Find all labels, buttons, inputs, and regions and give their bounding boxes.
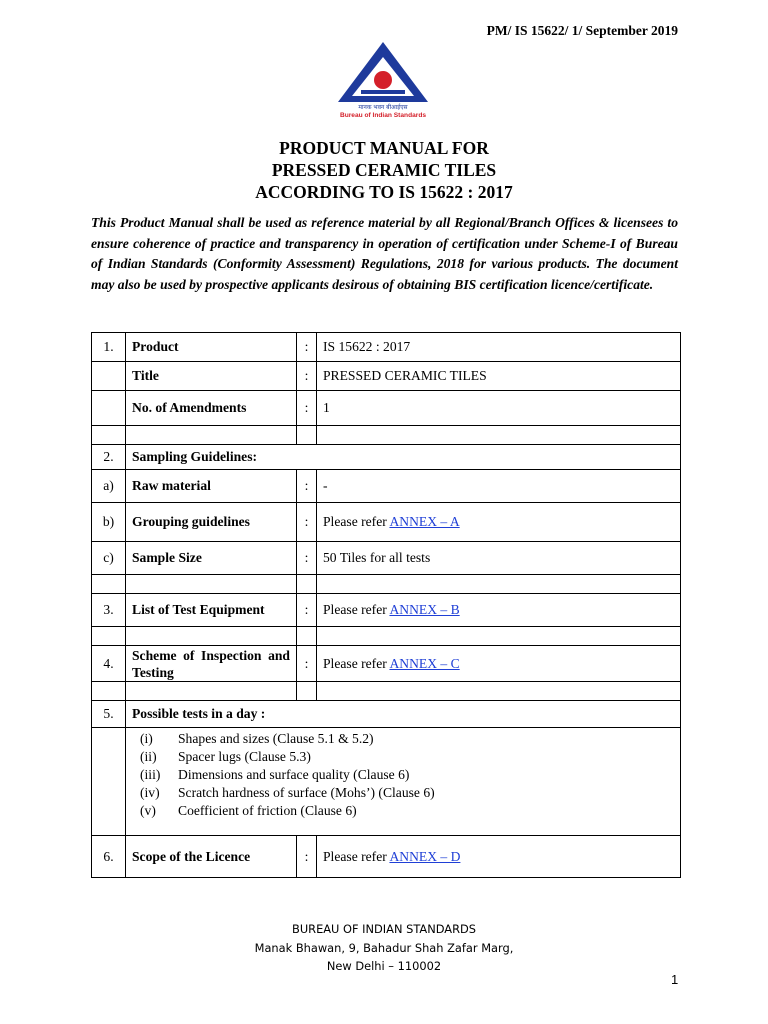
row-value: 50 Tiles for all tests (317, 542, 681, 575)
colon: : (297, 836, 317, 878)
empty-cell (92, 362, 126, 391)
tests-row (92, 728, 681, 836)
empty-cell (92, 575, 126, 594)
row-label: Grouping guidelines (126, 503, 297, 542)
footer-city: New Delhi – 110002 (326, 959, 442, 973)
table-row (92, 594, 681, 627)
test-item-number: (iii) (140, 767, 161, 782)
footer (0, 920, 768, 976)
logo-circle (374, 71, 392, 89)
logo-band (361, 90, 405, 94)
row-value (317, 646, 681, 682)
empty-cell (92, 426, 126, 445)
test-item-text: Scratch hardness of surface (Mohs’) (Clause 6) (178, 785, 435, 800)
colon: : (297, 542, 317, 575)
tests-list (140, 730, 680, 820)
row-label: Title (126, 362, 297, 391)
row-number: 5. (92, 701, 126, 728)
row-value (317, 503, 681, 542)
colon: : (297, 503, 317, 542)
empty-cell (126, 575, 297, 594)
empty-cell (92, 682, 126, 701)
bis-logo (335, 40, 431, 120)
test-item-text: Shapes and sizes (Clause 5.1 & 5.2) (178, 731, 374, 746)
row-number: 2. (92, 445, 126, 470)
annex-d-link[interactable]: ANNEX – D (389, 848, 461, 864)
row-number: a) (92, 470, 126, 503)
empty-cell (297, 682, 317, 701)
test-item-text: Spacer lugs (Clause 5.3) (178, 749, 311, 764)
annex-b-link[interactable]: ANNEX – B (389, 602, 460, 617)
empty-cell (317, 575, 681, 594)
table-row (92, 333, 681, 362)
row-label: Scope of the Licence (126, 836, 297, 878)
empty-cell (92, 728, 126, 836)
test-item (140, 730, 680, 748)
colon: : (297, 594, 317, 627)
refer-text: Please refer (323, 514, 387, 529)
spacer-row (92, 426, 681, 445)
footer-org: BUREAU OF INDIAN STANDARDS (292, 922, 476, 936)
title-line-1: PRODUCT MANUAL FOR (279, 138, 489, 158)
test-item (140, 748, 680, 766)
test-item (140, 802, 680, 820)
test-item-number: (v) (140, 803, 156, 818)
annex-c-link[interactable]: ANNEX – C (389, 655, 460, 671)
colon: : (297, 333, 317, 362)
table-row (92, 362, 681, 391)
row-label: Product (126, 333, 297, 362)
spacer-row (92, 575, 681, 594)
tests-cell (126, 728, 681, 836)
row-number: 6. (92, 836, 126, 878)
empty-cell (126, 627, 297, 646)
table-row (92, 503, 681, 542)
colon: : (297, 362, 317, 391)
logo-org-text: Bureau of Indian Standards (339, 112, 427, 119)
row-number: 4. (92, 646, 126, 682)
colon: : (297, 470, 317, 503)
footer-address: Manak Bhawan, 9, Bahadur Shah Zafar Marg, (254, 940, 514, 955)
row-value: PRESSED CERAMIC TILES (317, 362, 681, 391)
table-row (92, 646, 681, 682)
section-heading: Sampling Guidelines: (126, 445, 681, 470)
row-label: Sample Size (126, 542, 297, 575)
row-number: 3. (92, 594, 126, 627)
row-number: 1. (92, 333, 126, 362)
table-row (92, 391, 681, 426)
intro-paragraph: This Product Manual shall be used as reference material by all Regional/Branch Offices & licensees to ensure coherence of practice and transparency in operation of certification under Scheme-I of Bureau of Indian Standards (Conformity Assessment) Regulations, 2018 for various products. The document may also be used by prospective applicants desirous of obtaining BIS certification licence/certificate. (91, 215, 678, 292)
row-number: b) (92, 503, 126, 542)
empty-cell (297, 627, 317, 646)
empty-cell (126, 426, 297, 445)
empty-cell (126, 682, 297, 701)
test-item (140, 784, 680, 802)
title-line-3: ACCORDING TO IS 15622 : 2017 (255, 182, 513, 202)
spacer-row (92, 627, 681, 646)
empty-cell (317, 627, 681, 646)
test-item-text: Dimensions and surface quality (Clause 6) (178, 767, 410, 782)
row-number: c) (92, 542, 126, 575)
test-item-text: Coefficient of friction (Clause 6) (178, 803, 357, 818)
spacer-row (92, 682, 681, 701)
logo-hindi-text: मानक भवन बीआईएस (358, 104, 408, 111)
refer-text: Please refer (323, 655, 387, 671)
row-label: No. of Amendments (126, 391, 297, 426)
test-item-number: (ii) (140, 749, 157, 764)
empty-cell (317, 682, 681, 701)
table-row (92, 836, 681, 878)
table-row (92, 701, 681, 728)
product-details-table (91, 332, 681, 878)
annex-a-link[interactable]: ANNEX – A (389, 514, 460, 529)
page-number: 1 (671, 972, 679, 987)
test-item-number: (i) (140, 731, 153, 746)
row-value (317, 594, 681, 627)
empty-cell (92, 627, 126, 646)
empty-cell (92, 391, 126, 426)
row-value: - (317, 470, 681, 503)
row-label: List of Test Equipment (126, 594, 297, 627)
refer-text: Please refer (323, 602, 387, 617)
title-line-2: PRESSED CERAMIC TILES (271, 160, 497, 180)
colon: : (297, 646, 317, 682)
table-row (92, 445, 681, 470)
document-title (0, 137, 768, 203)
table-row (92, 470, 681, 503)
empty-cell (297, 575, 317, 594)
document-reference: PM/ IS 15622/ 1/ September 2019 (486, 23, 678, 38)
row-label: Raw material (126, 470, 297, 503)
row-value: IS 15622 : 2017 (317, 333, 681, 362)
table-row (92, 542, 681, 575)
empty-cell (317, 426, 681, 445)
refer-text: Please refer (323, 848, 387, 864)
row-label: Scheme of Inspection and Testing (126, 646, 297, 682)
row-value (317, 836, 681, 878)
colon: : (297, 391, 317, 426)
test-item (140, 766, 680, 784)
empty-cell (297, 426, 317, 445)
row-value: 1 (317, 391, 681, 426)
section-heading: Possible tests in a day : (126, 701, 681, 728)
test-item-number: (iv) (140, 785, 160, 800)
